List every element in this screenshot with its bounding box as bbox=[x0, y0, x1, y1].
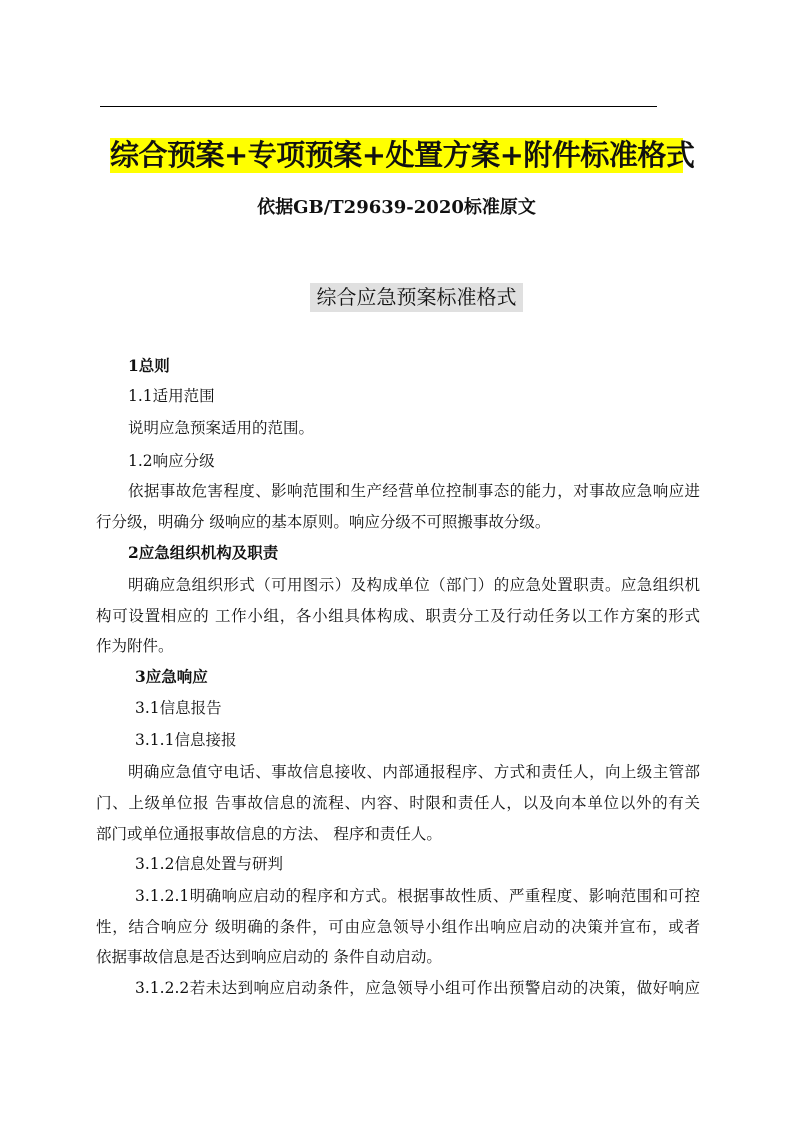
heading-info-receipt: 3.1.1信息接报 bbox=[135, 731, 237, 749]
header-rule bbox=[100, 106, 657, 107]
document-title: 综合预案+专项预案+处置方案+附件标准格式 bbox=[110, 138, 695, 172]
document-subtitle: 依据GB/T29639-2020标准原文 bbox=[257, 197, 536, 218]
paragraph-line: 作为附件。 bbox=[96, 637, 174, 655]
section-title: 综合应急预案标准格式 bbox=[310, 283, 523, 312]
paragraph-line: 说明应急预案适用的范围。 bbox=[128, 419, 315, 437]
paragraph-line: 门、上级单位报 告事故信息的流程、内容、时限和责任人，以及向本单位以外的有关 bbox=[96, 794, 700, 812]
paragraph-line: 明确应急组织形式（可用图示）及构成单位（部门）的应急处置职责。应急组织机 bbox=[128, 576, 700, 594]
paragraph-line: 依据事故危害程度、影响范围和生产经营单位控制事态的能力，对事故应急响应进 bbox=[128, 482, 700, 500]
heading-general: 1总则 bbox=[128, 356, 170, 375]
heading-info-handling: 3.1.2信息处置与研判 bbox=[135, 855, 283, 873]
paragraph-line: 3.1.2.1明确响应启动的程序和方式。根据事故性质、严重程度、影响范围和可控 bbox=[135, 887, 700, 905]
heading-emergency-response: 3应急响应 bbox=[135, 667, 208, 686]
paragraph-line: 3.1.2.2若未达到响应启动条件，应急领导小组可作出预警启动的决策，做好响应 bbox=[135, 979, 700, 997]
heading-response-levels: 1.2响应分级 bbox=[128, 452, 215, 470]
paragraph-line: 行分级，明确分 级响应的基本原则。响应分级不可照搬事故分级。 bbox=[96, 513, 551, 531]
heading-organization: 2应急组织机构及职责 bbox=[128, 543, 279, 562]
heading-info-report: 3.1信息报告 bbox=[135, 699, 222, 717]
paragraph-line: 性，结合响应分 级明确的条件，可由应急领导小组作出响应启动的决策并宣布，或者 bbox=[96, 918, 700, 936]
paragraph-line: 构可设置相应的 工作小组，各小组具体构成、职责分工及行动任务以工作方案的形式 bbox=[96, 607, 700, 625]
heading-scope: 1.1适用范围 bbox=[128, 387, 215, 405]
paragraph-line: 明确应急值守电话、事故信息接收、内部通报程序、方式和责任人，向上级主管部 bbox=[128, 763, 700, 781]
paragraph-line: 部门或单位通报事故信息的方法、 程序和责任人。 bbox=[96, 825, 442, 843]
paragraph-line: 依据事故信息是否达到响应启动的 条件自动启动。 bbox=[96, 948, 442, 966]
